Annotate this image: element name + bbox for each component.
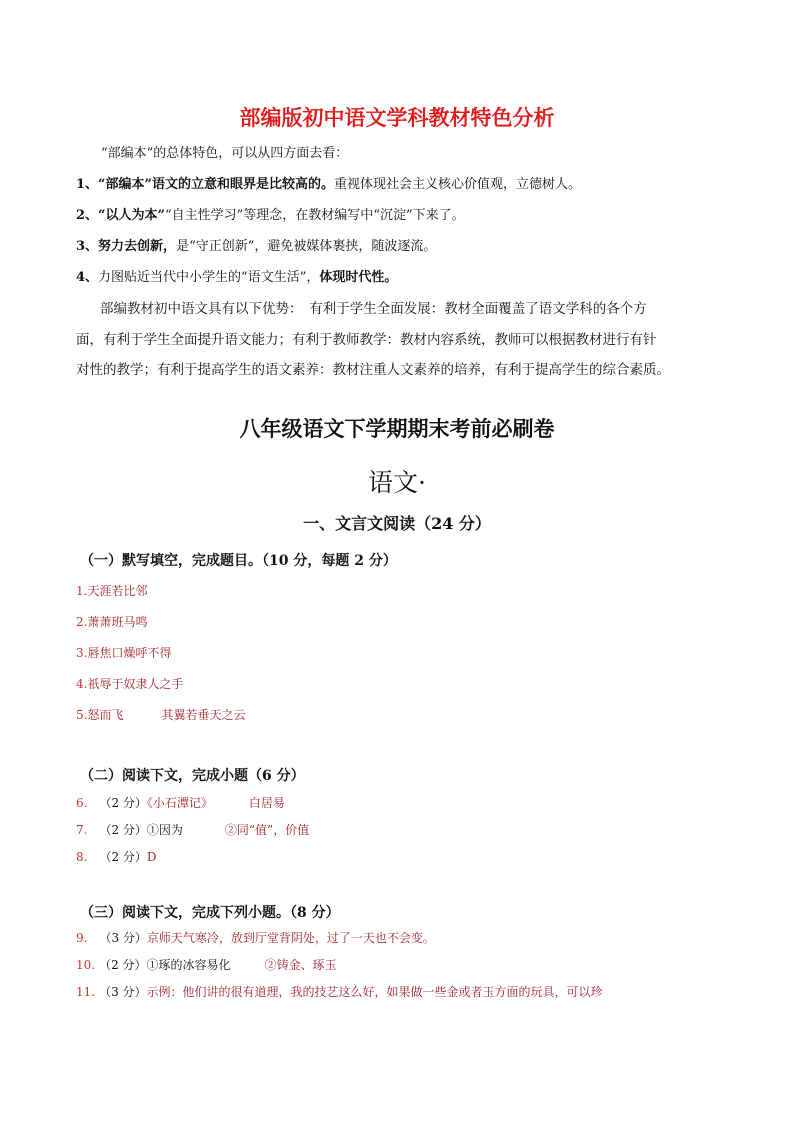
answer-6-num: 6.	[76, 796, 88, 810]
answer-8-a: D	[146, 850, 157, 864]
point-1-bold: “部编本”语文的立意和眼界是比较高的。	[98, 177, 335, 192]
answer-10	[76, 956, 337, 974]
intro-text: “部编本”的总体特色，可以从四方面去看：	[101, 146, 349, 161]
point-1	[76, 175, 726, 195]
point-3-num: 3、	[76, 239, 99, 254]
answer-11	[76, 983, 603, 1001]
answer-11-num: 11.	[76, 985, 96, 999]
answer-9-a: 京师天气寒冷，放到厅堂背阴处，过了一天也不会变。	[146, 931, 435, 945]
answer-9	[76, 929, 435, 947]
part-3-title: （三）阅读下文，完成下列小题。（8 分）	[80, 905, 340, 921]
answer-9-num: 9.	[76, 931, 88, 945]
point-4-num: 4、	[76, 270, 99, 285]
answer-5-text-2: 其翼若垂天之云	[161, 708, 246, 722]
answer-3	[76, 644, 171, 662]
answer-11-score: （3 分）	[99, 985, 147, 999]
answer-8	[76, 848, 157, 866]
advantages-line-1: 部编教材初中语文具有以下优势： 有利于学生全面发展：教材全面覆盖了语文学科的各个方	[100, 301, 647, 317]
answer-3-num: 3.	[76, 646, 88, 660]
advantages-line-2: 面，有利于学生全面提升语文能力；有利于教师教学：教材内容系统，教师可以根据教材进行有针	[76, 332, 657, 348]
answer-10-b: ②铸金、琢玉	[264, 958, 337, 972]
point-1-rest: 重视体现社会主义核心价值观，立德树人。	[334, 177, 582, 192]
answer-2-num: 2.	[76, 615, 88, 629]
advantages-line-3: 对性的教学；有利于提高学生的语文素养：教材注重人文素养的培养，有利于提高学生的综合素质。	[76, 362, 670, 378]
answer-4-text: 祇辱于奴隶人之手	[87, 677, 184, 691]
answer-6-score: （2 分）	[99, 796, 147, 810]
answer-8-num: 8.	[76, 850, 88, 864]
answer-4	[76, 675, 183, 693]
answer-1-num: 1.	[76, 584, 88, 598]
answer-5-num: 5.	[76, 708, 88, 722]
answer-9-score: （3 分）	[99, 931, 147, 945]
answer-7-a: ①因为	[146, 823, 183, 837]
answer-8-score: （2 分）	[99, 850, 147, 864]
answer-10-a: ①琢的冰容易化	[146, 958, 231, 972]
answer-7-num: 7.	[76, 823, 88, 837]
subject-title: 语文·	[368, 468, 426, 497]
answer-7-score: （2 分）	[99, 823, 147, 837]
part-1-title: （一）默写填空，完成题目。（10 分，每题 2 分）	[80, 553, 397, 569]
point-2-bold: “以人为本”	[98, 208, 166, 223]
answer-7	[76, 821, 309, 839]
point-4-rest: 力图贴近当代中小学生的“语文生活”，	[98, 270, 320, 285]
answer-3-text: 唇焦口燥呼不得	[87, 646, 172, 660]
answer-11-a: 示例：他们讲的很有道理，我的技艺这么好，如果做一些金或者玉方面的玩具，可以珍	[146, 985, 603, 999]
point-4-bold-tail: 体现时代性。	[319, 270, 398, 285]
point-3-rest: 是“守正创新”，避免被媒体裹挟，随波逐流。	[176, 239, 437, 254]
point-1-num: 1、	[76, 177, 99, 192]
answer-6-b: 白居易	[248, 796, 285, 810]
exam-title: 八年级语文下学期期末考前必刷卷	[239, 417, 555, 441]
answer-2-text: 萧萧班马鸣	[87, 615, 148, 629]
document-title: 部编版初中语文学科教材特色分析	[239, 106, 555, 130]
answer-10-num: 10.	[76, 958, 96, 972]
answer-5-text: 怒而飞	[87, 708, 124, 722]
answer-1	[76, 582, 147, 600]
answer-2	[76, 613, 147, 631]
point-3	[76, 237, 726, 257]
answer-7-b: ②同“值”，价值	[224, 823, 310, 837]
point-2-rest: “自主性学习”等理念，在教材编写中“沉淀”下来了。	[165, 208, 465, 223]
answer-5	[76, 706, 245, 724]
answer-10-score: （2 分）	[99, 958, 147, 972]
point-4	[76, 268, 726, 288]
section-1-title: 一、文言文阅读（24 分）	[303, 514, 491, 533]
point-3-bold: 努力去创新，	[98, 239, 177, 254]
answer-4-num: 4.	[76, 677, 88, 691]
answer-1-text: 天涯若比邻	[87, 584, 148, 598]
point-2-num: 2、	[76, 208, 99, 223]
answer-6	[76, 794, 285, 812]
point-2	[76, 206, 726, 226]
part-2-title: （二）阅读下文，完成小题（6 分）	[80, 768, 305, 784]
answer-6-a: 《小石潭记》	[146, 796, 213, 810]
